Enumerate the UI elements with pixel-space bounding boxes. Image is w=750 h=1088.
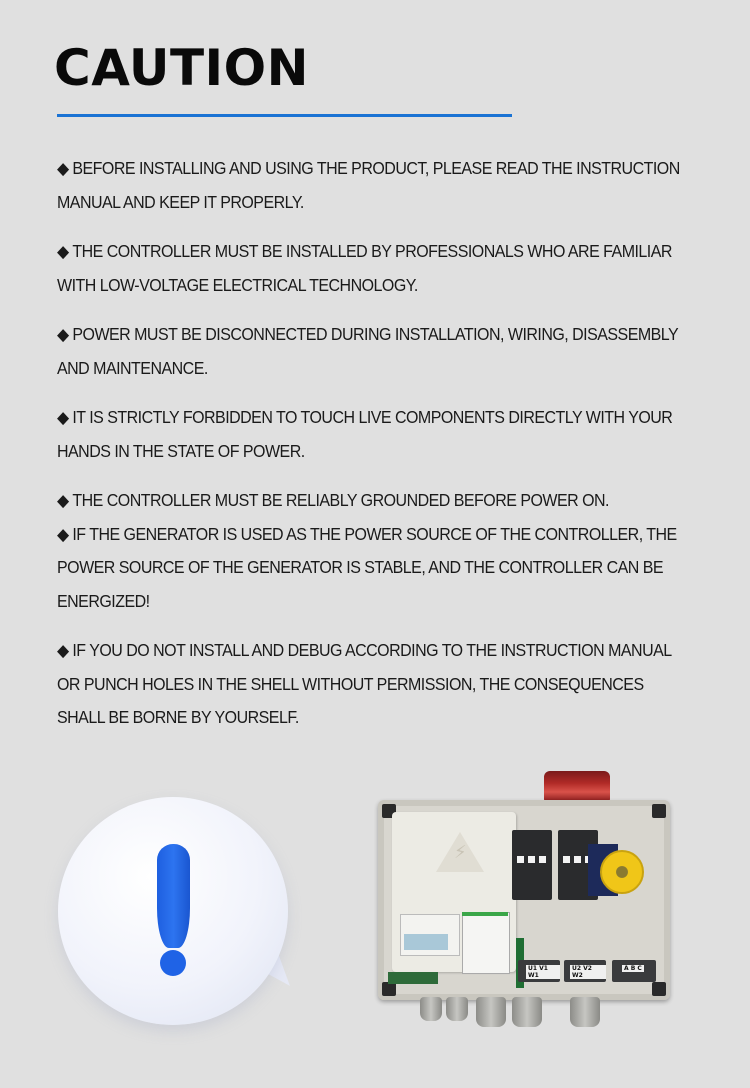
diamond-bullet-icon: ◆: [57, 491, 69, 510]
caution-item: ◆ IF YOU DO NOT INSTALL AND DEBUG ACCORDING TO THE INSTRUCTION MANUAL OR PUNCH HOLES IN THE SHELL WITHOUT PERMISSION, THE CONSEQUENCES SHALL BE BORNE BY YOURSELF.: [57, 634, 708, 735]
cable-gland: [476, 997, 506, 1027]
lightning-bolt-icon: ⚡: [454, 842, 467, 862]
exclamation-dot: [160, 950, 186, 976]
relay-strip: [388, 972, 438, 984]
screw-icon: [382, 982, 396, 996]
diamond-bullet-icon: ◆: [57, 641, 69, 660]
enclosure: [378, 800, 670, 1000]
caution-item: ◆ IF THE GENERATOR IS USED AS THE POWER SOURCE OF THE CONTROLLER, THE POWER SOURCE OF THE GENERATOR IS STABLE, AND THE CONTROLLER CAN BE ENERGIZED!: [57, 518, 708, 619]
terminal-block: U2 V2 W2: [564, 960, 606, 982]
cable-gland: [420, 997, 442, 1021]
inner-cover: [392, 812, 516, 972]
cable-gland: [570, 997, 600, 1027]
terminal-block: A B C: [612, 960, 656, 982]
diamond-bullet-icon: ◆: [57, 524, 69, 544]
diamond-bullet-icon: ◆: [57, 159, 69, 178]
caution-item: ◆ THE CONTROLLER MUST BE INSTALLED BY PROFESSIONALS WHO ARE FAMILIAR WITH LOW-VOLTAGE ELECTRICAL TECHNOLOGY.: [57, 235, 708, 302]
alarm-beacon-icon: [544, 771, 610, 801]
diamond-bullet-icon: ◆: [57, 408, 69, 427]
caution-item: ◆ IT IS STRICTLY FORBIDDEN TO TOUCH LIVE COMPONENTS DIRECTLY WITH YOUR HANDS IN THE STATE OF POWER.: [57, 401, 708, 468]
contactor: [512, 830, 552, 900]
control-box-image: [370, 765, 690, 1035]
diamond-bullet-icon: ◆: [57, 242, 69, 261]
exclamation-bar: [157, 844, 190, 948]
cable-gland: [446, 997, 468, 1021]
caution-item: ◆ THE CONTROLLER MUST BE RELIABLY GROUNDED BEFORE POWER ON.: [57, 484, 708, 518]
caution-list: [57, 152, 707, 735]
water-level-graphic: [404, 934, 448, 950]
screw-icon: [652, 982, 666, 996]
breaker-stripe: [462, 912, 508, 916]
diamond-bullet-icon: ◆: [57, 325, 69, 344]
caution-item: ◆ BEFORE INSTALLING AND USING THE PRODUCT, PLEASE READ THE INSTRUCTION MANUAL AND KEEP IT PROPERLY.: [57, 152, 708, 219]
page-title: CAUTION: [54, 39, 310, 97]
screw-icon: [652, 804, 666, 818]
exclamation-bubble-icon: [40, 780, 320, 1040]
title-underline: [57, 114, 512, 117]
circuit-breaker: [462, 912, 510, 974]
terminal-block: U1 V1 W1: [518, 960, 560, 982]
cable-gland: [512, 997, 542, 1027]
rotary-knob-icon: [600, 850, 644, 894]
caution-item: ◆ POWER MUST BE DISCONNECTED DURING INSTALLATION, WIRING, DISASSEMBLY AND MAINTENANCE.: [57, 318, 708, 385]
